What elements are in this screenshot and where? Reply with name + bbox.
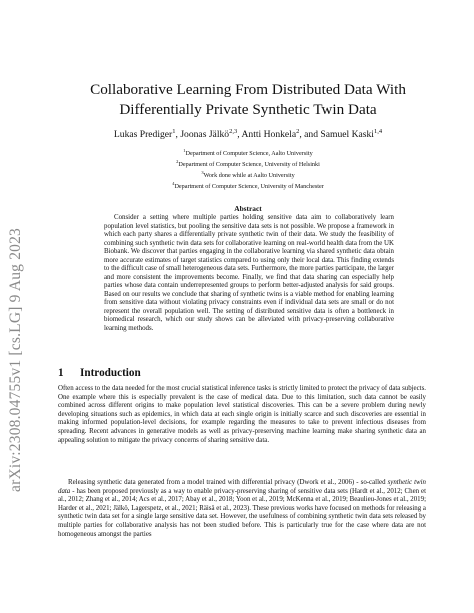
author-name: Lukas Prediger	[113, 129, 173, 141]
arxiv-identifier-stamp	[8, 150, 24, 570]
section-heading	[58, 367, 141, 379]
title-line-1: Collaborative Learning From Distributed Data With	[90, 81, 406, 98]
affiliation-line: $^4$Department of Computer Science, University of Manchester	[172, 180, 324, 190]
emphasized-term: synthetic twin data	[58, 479, 426, 495]
author-affiliation-mark: 2,3	[229, 128, 238, 135]
abstract-body: Consider a setting where multiple parties holding sensitive data aim to collaboratively learn population level statistics, but pooling the sensitive data sets is not possible. We propose a framework in which each party shares a differentially private synthetic twin of their data. We study the feasibility of combining such synthetic twin data sets for collaborative learning on real-world health data from the UK Biobank. We discover that parties engaging in the collaborative learning via shared synthetic data obtain more accurate estimates of target statistics compared to using only their local data. This finding extends to the difficult case of small heterogeneous data sets. Furthermore, the more parties participate, the larger and more consistent the improvements become. Finally, we find that data sharing can especially help parties whose data contain underrepresented groups to perform better-adjusted analysis for said groups. Based on our results we conclude that sharing of synthetic twins is a viable method for enabling learning from sensitive data without violating privacy constraints even if individual data sets are small or do not represent the overall population well. The setting of distributed sensitive data is often a bottleneck in biomedical research, which our study shows can be alleviated with privacy-preserving collaborative learning methods.	[104, 214, 394, 332]
title-line-2: Differentially Private Synthetic Twin Data	[119, 101, 377, 118]
author-affiliation-mark: 1,4	[373, 128, 383, 135]
body-paragraph: Often access to the data needed for the most crucial statistical inference tasks is strictly limited to protect the privacy of data subjects. One example where this is especially prevalent is the case of medical data. Due to this limitation, such data cannot be easily combined across different origins to make population level statistical discoveries. This can be a severe problem during newly developing situations such as epidemics, in which data at each single origin is initially scarce and such discoveries are essential in making informed population-level decisions, for example regarding the measures to take to prevent infectious diseases from spreading. Recent advances in generative models as well as privacy-preserving machine learning make sharing synthetic data an appealing solution to mitigate the privacy concerns of sharing sensitive data.	[58, 385, 426, 444]
affiliation-line: $^1$Department of Computer Science, Aalto University	[183, 148, 313, 158]
affiliation-line: $^2$Department of Computer Science, University of Helsinki	[176, 158, 320, 168]
author-name: and Samuel Kaski	[304, 129, 374, 141]
section-number: 1	[58, 367, 64, 379]
paper-title	[60, 80, 436, 120]
author-affiliation-mark: 1	[172, 128, 176, 135]
arxiv-identifier-text: arXiv:2308.04755v1 [cs.LG] 9 Aug 2023	[7, 228, 24, 492]
body-paragraph: Releasing synthetic data generated from a model trained with differential privacy (Dwork et al., 2006) - so-called synthetic twin data - has been proposed previously as a way to enable privacy-preserving sharing of sensitive data sets (Hardt et al., 2012; Chen et al., 2012; Zhang et al., 2014; Acs et al., 2017; Abay et al., 2018; Yoon et al., 2019; McKenna et al., 2019; Beaulieu-Jones et al., 2019; Harder et al., 2021; Jälkö, Lagerspetz, et al., 2021; Räisä et al., 2023). These previous works have focused on methods for releasing a synthetic twin data set for a single large sensitive data set. However, the usefulness of combining synthetic twin data sets released by multiple parties for collaborative analysis has not been studied before. This is particularly true for the case where data are not homogeneous amongst the parties	[58, 479, 426, 538]
author-affiliation-mark: 2	[296, 128, 300, 135]
author-name: Antti Honkela	[241, 129, 297, 141]
affiliation-list	[60, 147, 436, 190]
affiliation-line: $^3$Work done while at Aalto University	[201, 169, 295, 179]
author-list: Lukas Prediger$^1$, Joonas Jälkö$^{2,3}$, Antti Honkela$^2$, and Samuel Kaski$^{1,4}$	[113, 128, 383, 141]
section-title: Introduction	[80, 367, 141, 379]
abstract-heading: Abstract	[234, 204, 262, 213]
author-name: Joonas Jälkö	[180, 129, 230, 141]
